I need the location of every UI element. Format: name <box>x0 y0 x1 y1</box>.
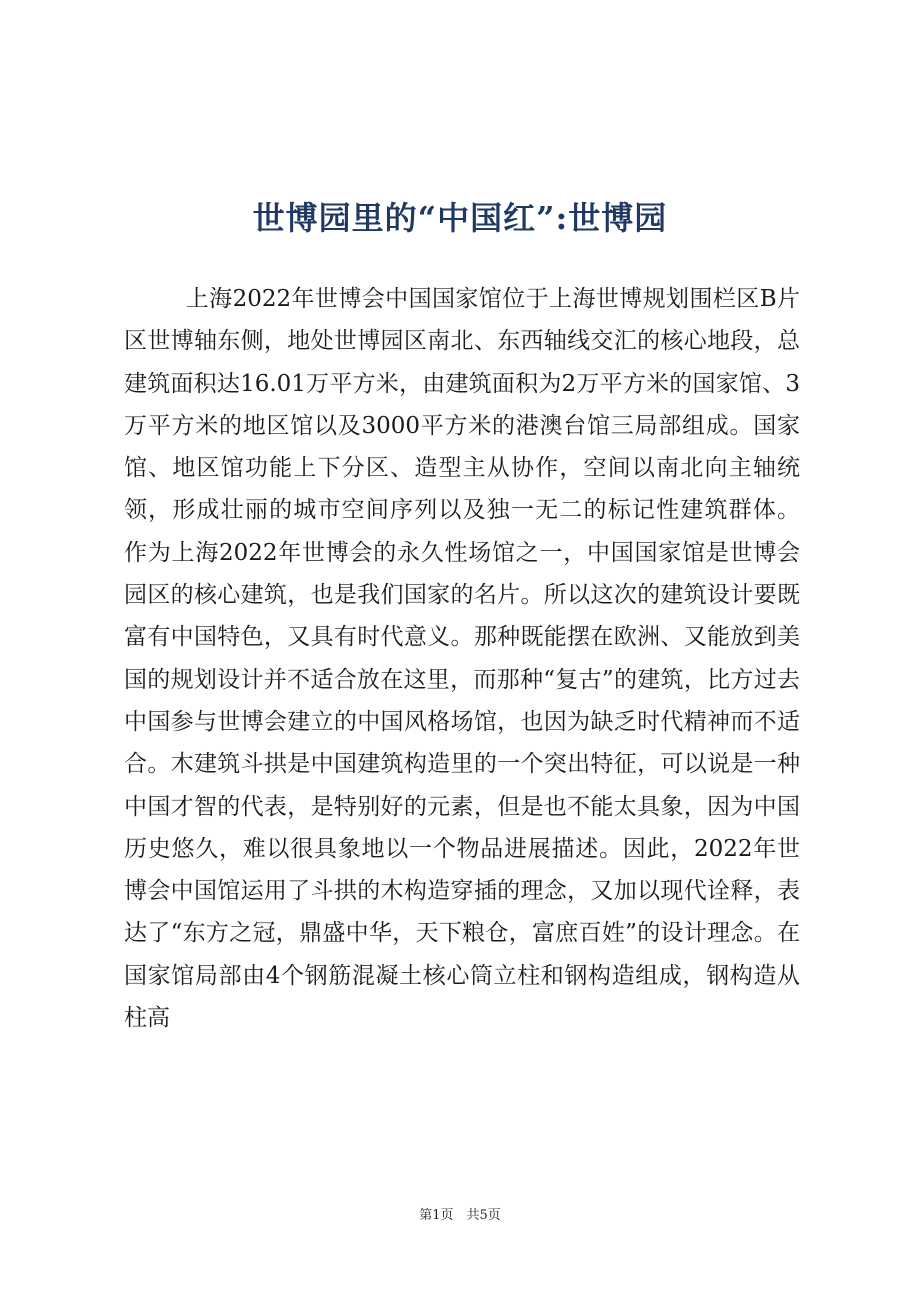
document-body: 上海2022年世博会中国国家馆位于上海世博规划围栏区B片区世博轴东侧，地处世博园区南北、东西轴线交汇的核心地段，总建筑面积达16.01万平方米，由建筑面积为2万平方米的国家馆、3万平方米的地区馆以及3000平方米的港澳台馆三局部组成。国家馆、地区馆功能上下分区、造型主从协作，空间以南北向主轴统领，形成壮丽的城市空间序列以及独一无二的标记性建筑群体。 作为上海2022年世博会的永久性场馆之一，中国国家馆是世博会园区的核心建筑，也是我们国家的名片。所以这次的建筑设计要既富有中国特色，又具有时代意义。那种既能摆在欧洲、又能放到美国的规划设计并不适合放在这里，而那种“复古”的建筑，比方过去中国参与世博会建立的中国风格场馆，也因为缺乏时代精神而不适合。木建筑斗拱是中国建筑构造里的一个突出特征，可以说是一种中国才智的代表，是特别好的元素，但是也不能太具象，因为中国历史悠久，难以很具象地以一个物品进展描述。因此，2022年世博会中国馆运用了斗拱的木构造穿插的理念，又加以现代诠释，表达了“东方之冠，鼎盛中华，天下粮仓，富庶百姓”的设计理念。在国家馆局部由4个钢筋混凝土核心筒立柱和钢构造组成，钢构造从柱高 <box>124 286 859 1032</box>
document-title: 世博园里的“中国红”:世博园 <box>252 199 668 237</box>
page-footer: 第1页 共5页 <box>419 1208 501 1223</box>
